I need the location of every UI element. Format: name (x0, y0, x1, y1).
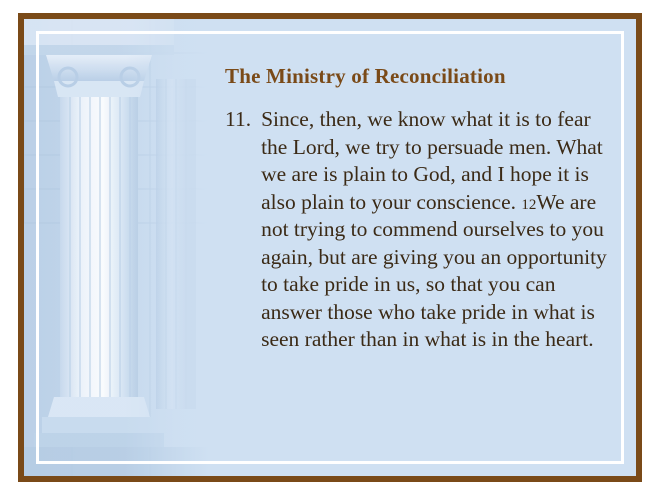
verse-body (261, 106, 608, 354)
image-fade-overlay (24, 19, 209, 476)
slide-text-container (209, 19, 636, 476)
verse-block (225, 106, 608, 354)
verse-number: 11. (225, 107, 252, 132)
slide-content-area (24, 19, 636, 476)
verse-text-part1: Since, then, we know what it is to fear the Lord, we try to persuade men. What we are is plain to God, and I hope it is also plain to your conscience. (261, 107, 603, 214)
page-title: The Ministry of Reconciliation (225, 64, 506, 88)
verse-text-part2: We are not trying to commend ourselves to you again, but are giving you an opportunity to take pride in us, so that you can answer those who take pride in what is seen rather than in what is in the heart. (261, 189, 607, 352)
inline-verse-number: 12 (521, 196, 537, 213)
classical-column-image (24, 19, 209, 476)
